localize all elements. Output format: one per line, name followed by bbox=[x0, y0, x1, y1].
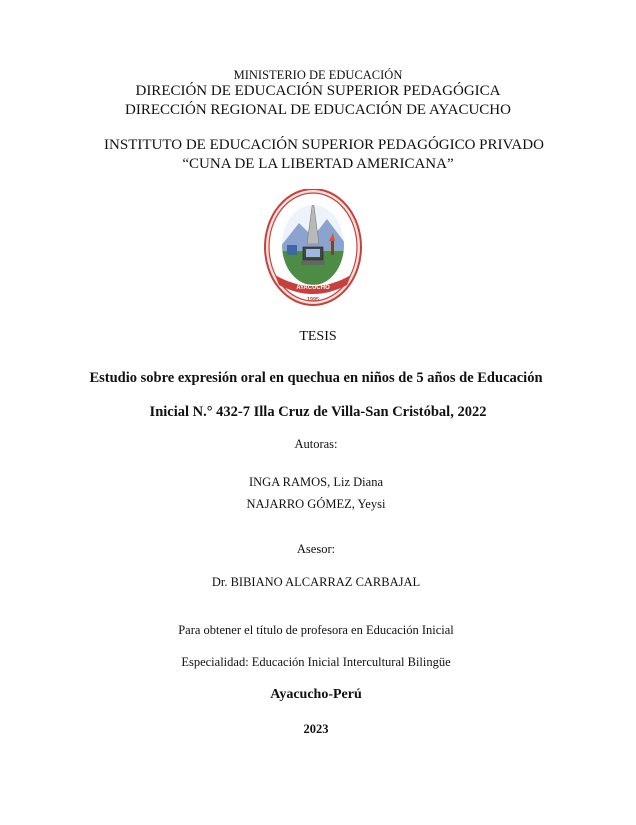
degree-purpose: Para obtener el título de profesora en Educación Inicial bbox=[178, 623, 454, 637]
document-type: TESIS bbox=[299, 329, 337, 344]
degree-specialty: Especialidad: Educación Inicial Intercultural Bilingüe bbox=[181, 655, 451, 669]
author-name-2: NAJARRO GÓMEZ, Yeysi bbox=[246, 497, 386, 511]
thesis-title-line-2: Inicial N.° 432-7 Illa Cruz de Villa-San Cristóbal, 2022 bbox=[149, 404, 487, 420]
author-name-1: INGA RAMOS, Liz Diana bbox=[248, 475, 383, 489]
direction-heading-2: DIRECCIÓN REGIONAL DE EDUCACIÓN DE AYACUCHO bbox=[125, 102, 511, 118]
advisor-label: Asesor: bbox=[296, 542, 336, 556]
institution-seal-logo bbox=[263, 189, 363, 309]
institute-name: INSTITUTO DE EDUCACIÓN SUPERIOR PEDAGÓGICO PRIVADO bbox=[104, 137, 544, 153]
location: Ayacucho-Perú bbox=[270, 687, 362, 702]
advisor-name: Dr. BIBIANO ALCARRAZ CARBAJAL bbox=[211, 575, 421, 589]
thesis-title-line-1: Estudio sobre expresión oral en quechua en niños de 5 años de Educación bbox=[89, 370, 543, 386]
seal-city-text: AYACUCHO bbox=[296, 285, 330, 291]
ministry-heading: MINISTERIO DE EDUCACIÓN bbox=[233, 68, 403, 82]
authors-label: Autoras: bbox=[294, 437, 338, 451]
book-icon bbox=[287, 245, 297, 255]
year: 2023 bbox=[303, 722, 329, 736]
institute-subtitle: “CUNA DE LA LIBERTAD AMERICANA” bbox=[182, 156, 454, 172]
seal-year-text: 1995 bbox=[306, 297, 320, 303]
direction-heading-1: DIRECIÓN DE EDUCACIÓN SUPERIOR PEDAGÓGICA bbox=[135, 83, 501, 99]
